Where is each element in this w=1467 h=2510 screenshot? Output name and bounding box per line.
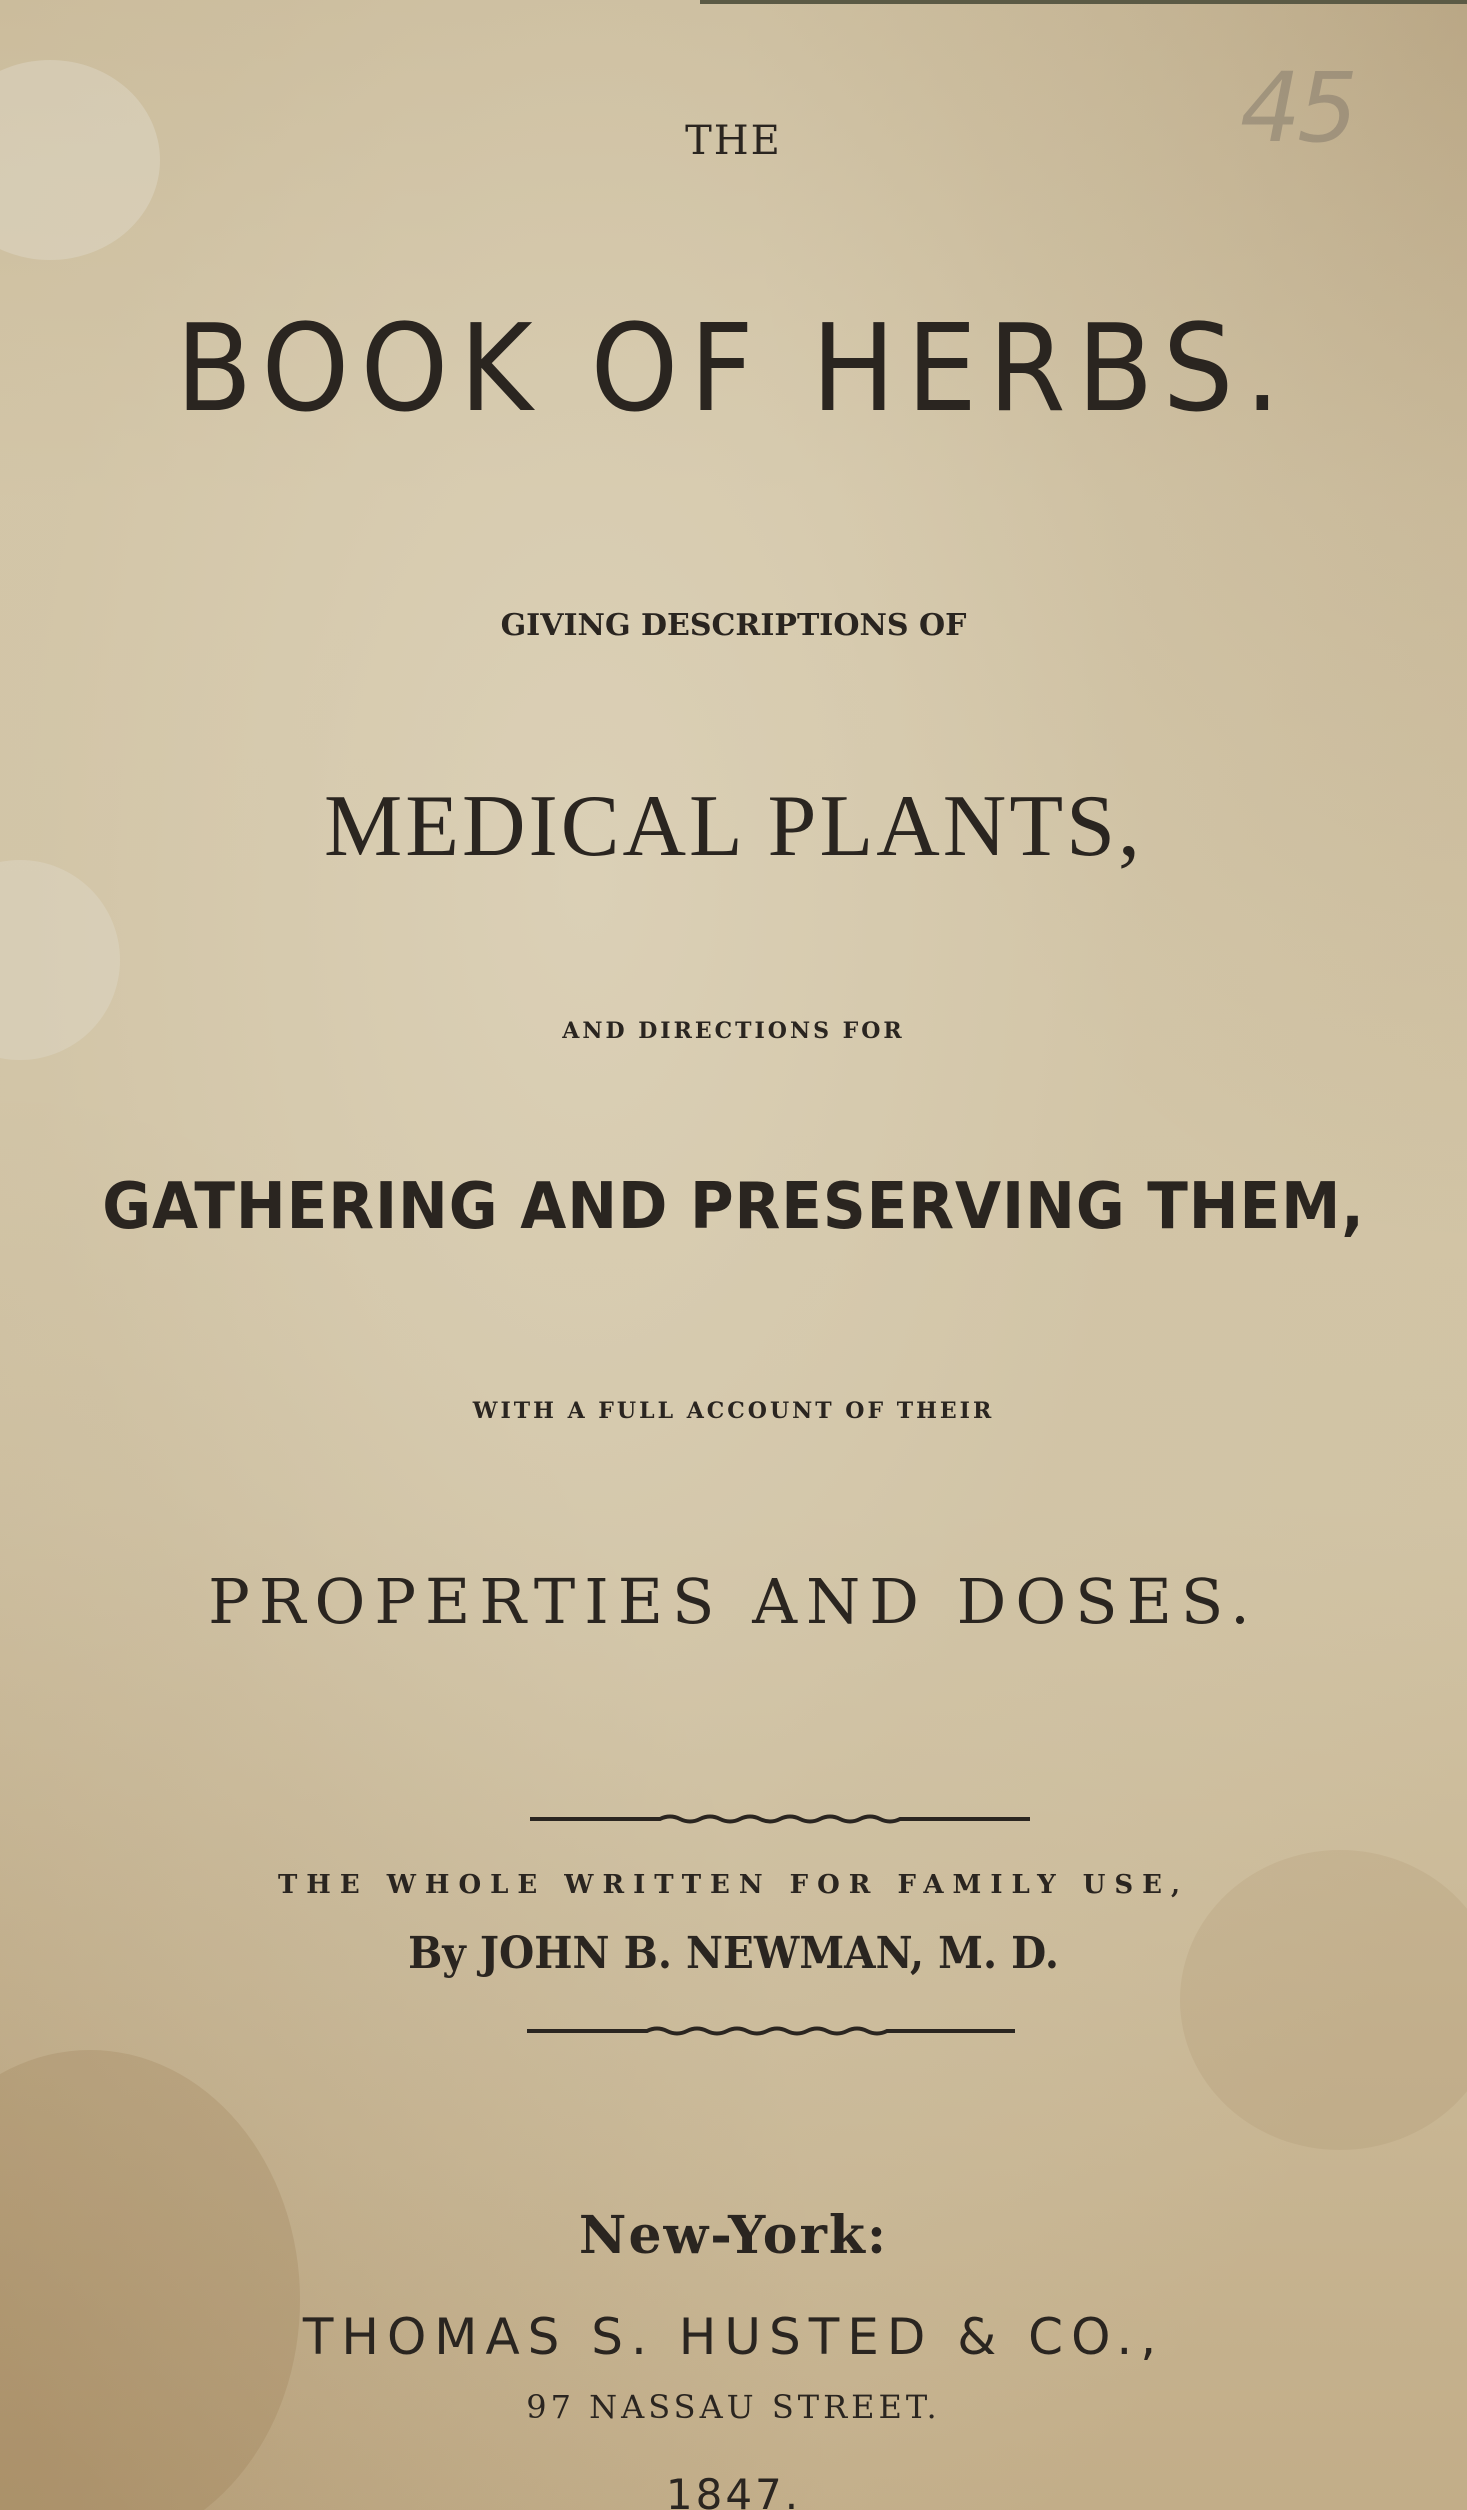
subtitle-gathering-preserving: GATHERING AND PRESERVING THEM, — [102, 1170, 1365, 1244]
paper-stain — [0, 2050, 300, 2510]
author-line: By JOHN B. NEWMAN, M. D. — [408, 1928, 1059, 1979]
top-edge-line — [700, 0, 1467, 4]
book-title: BOOK OF HERBS. — [175, 300, 1292, 439]
pencil-number: 45 — [1240, 52, 1355, 164]
title-article: THE — [685, 118, 782, 164]
publisher-name: THOMAS S. HUSTED & CO., — [302, 2308, 1165, 2366]
ornamental-rule-top — [530, 1808, 1030, 1830]
publisher-address: 97 NASSAU STREET. — [526, 2388, 941, 2426]
subtitle-directions-for: AND DIRECTIONS FOR — [562, 1018, 905, 1044]
publication-year: 1847. — [665, 2470, 802, 2510]
subtitle-medical-plants: MEDICAL PLANTS, — [323, 778, 1144, 875]
publication-place: New-York: — [578, 2205, 889, 2266]
subtitle-properties-doses: PROPERTIES AND DOSES. — [208, 1565, 1259, 1638]
ornamental-rule-bottom — [527, 2020, 1015, 2042]
subtitle-giving-descriptions: GIVING DESCRIPTIONS OF — [500, 608, 967, 643]
subtitle-full-account: WITH A FULL ACCOUNT OF THEIR — [472, 1398, 995, 1424]
family-use-line: THE WHOLE WRITTEN FOR FAMILY USE, — [277, 1870, 1190, 1900]
